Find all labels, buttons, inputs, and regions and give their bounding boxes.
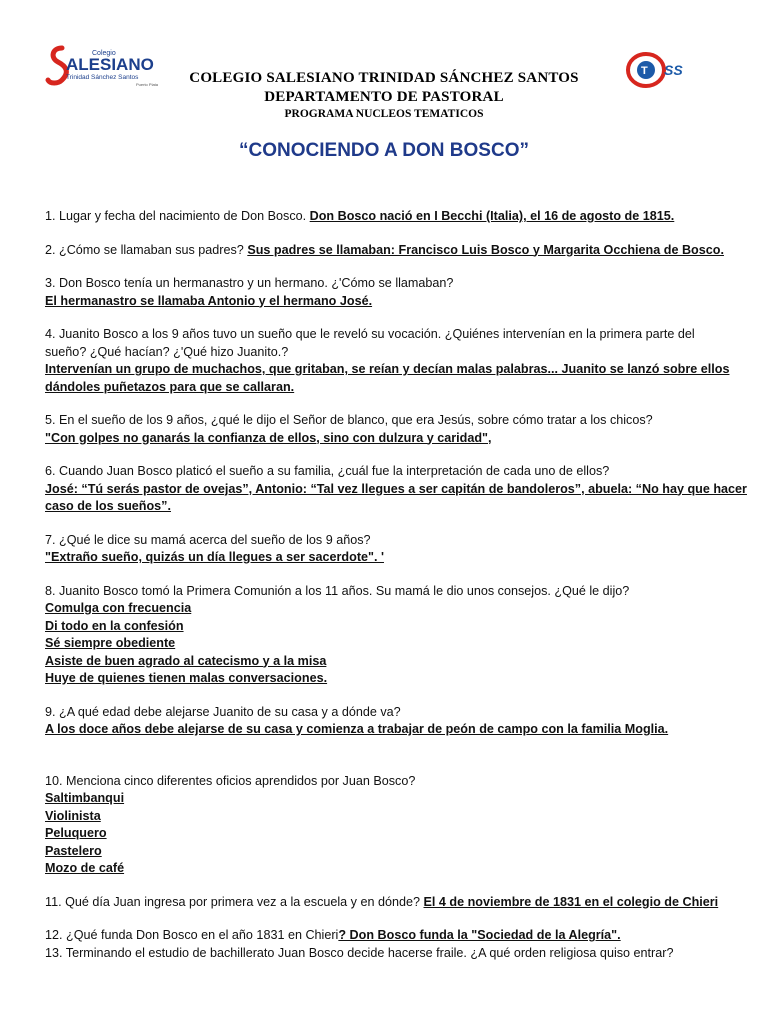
question-3: 3. Don Bosco tenía un hermanastro y un hermano. ¿'Cómo se llamaban? — [45, 276, 454, 290]
list-item: Pastelero — [45, 843, 102, 858]
list-item: Mozo de café — [45, 861, 125, 875]
svg-text:SS: SS — [664, 62, 683, 78]
question-5: 5. En el sueño de los 9 años, ¿qué le dijo el Señor de blanco, que era Jesús, sobre cómo tratar a los chicos? — [45, 413, 653, 427]
school-name: COLEGIO SALESIANO TRINIDAD SÁNCHEZ SANTOS — [189, 70, 579, 86]
svg-text:Colegio: Colegio — [92, 50, 116, 57]
question-text: 11. Qué día Juan ingresa por primera vez a la escuela y en dónde? — [45, 894, 421, 909]
question-text: 2. ¿Cómo se llamaban sus padres? — [45, 242, 244, 257]
answer-text: A los doce años debe alejarse de su casa y comienza a trabajar de peón de campo con la familia Moglia. — [45, 722, 669, 736]
svg-text:Puerto Plata: Puerto Plata — [136, 82, 159, 87]
answer-text: dándoles puñetazos para que se callaran. — [45, 379, 295, 394]
question-9: 9. ¿A qué edad debe alejarse Juanito de su casa y a dónde va? — [45, 704, 401, 719]
answer-text: Intervenían un grupo de muchachos, que gritaban, se reían y decían malas palabras... Juanito se lanzó sobre ellos — [45, 362, 730, 376]
question-8: 8. Juanito Bosco tomó la Primera Comunión a los 11 años. Su mamá le dio unos consejos. ¿Qué le dijo? — [45, 583, 630, 598]
list-item: Di todo en la confesión — [45, 618, 184, 633]
question-10: 10. Menciona cinco diferentes oficios aprendidos por Juan Bosco? — [45, 773, 416, 788]
answer-text: "Con golpes no ganarás la confianza de ellos, sino con dulzura y caridad", — [45, 430, 492, 445]
answer-text: caso de los sueños”. — [45, 499, 171, 513]
program-name: PROGRAMA NUCLEOS TEMATICOS — [284, 108, 484, 120]
list-item: Huye de quienes tienen malas conversaciones. — [45, 671, 328, 685]
list-item: Violinista — [45, 808, 101, 823]
question-11 — [45, 894, 725, 912]
question-13: 13. Terminando el estudio de bachillerato Juan Bosco decide hacerse fraile. ¿A qué orden religiosa quiso entrar? — [45, 945, 674, 960]
question-7: 7. ¿Qué le dice su mamá acerca del sueño de los 9 años? — [45, 532, 371, 547]
question-6: 6. Cuando Juan Bosco platicó el sueño a su familia, ¿cuál fue la interpretación de cada uno de ellos? — [45, 464, 610, 478]
answer-text: José: “Tú serás pastor de ovejas”, Antonio: “Tal vez llegues a ser capitán de bandoleros”, abuela: “No hay que hacer — [45, 481, 747, 496]
list-item: Asiste de buen agrado al catecismo y a la misa — [45, 653, 327, 668]
question-12 — [45, 927, 725, 945]
list-item: Peluquero — [45, 826, 107, 840]
svg-text:ALESIANO: ALESIANO — [66, 55, 154, 74]
answer-text: Don Bosco nació en I Becchi (Italia), el 16 de agosto de 1815. — [309, 209, 675, 223]
question-4-line-1: 4. Juanito Bosco a los 9 años tuvo un sueño que le reveló su vocación. ¿Quiénes intervenían en la primera parte del — [45, 327, 695, 341]
answer-text: El hermanastro se llamaba Antonio y el hermano José. — [45, 293, 373, 308]
department-name: DEPARTAMENTO DE PASTORAL — [264, 89, 504, 105]
answer-text: El 4 de noviembre de 1831 en el colegio de Chieri — [423, 894, 719, 909]
question-2 — [45, 242, 725, 260]
question-4-line-2: sueño? ¿Qué hacían? ¿'Qué hizo Juanito.? — [45, 344, 289, 359]
svg-text:Trinidad Sánchez Santos: Trinidad Sánchez Santos — [66, 74, 139, 81]
answer-text: ? Don Bosco funda la "Sociedad de la Alegría". — [338, 928, 621, 942]
list-item: Comulga con frecuencia — [45, 601, 192, 615]
page-title: “CONOCIENDO A DON BOSCO” — [239, 140, 529, 161]
list-item: Saltimbanqui — [45, 791, 125, 805]
answer-text: "Extraño sueño, quizás un día llegues a ser sacerdote". ' — [45, 550, 384, 564]
answer-text: Sus padres se llamaban: Francisco Luis Bosco y Margarita Occhiena de Bosco. — [247, 242, 724, 257]
question-text: 12. ¿Qué funda Don Bosco en el año 1831 en Chieri — [45, 928, 339, 942]
questionnaire — [45, 208, 747, 962]
question-text: 1. Lugar y fecha del nacimiento de Don Bosco. — [45, 209, 307, 223]
list-item: Sé siempre obediente — [45, 636, 176, 650]
svg-text:T: T — [641, 65, 648, 77]
question-1 — [45, 208, 725, 226]
